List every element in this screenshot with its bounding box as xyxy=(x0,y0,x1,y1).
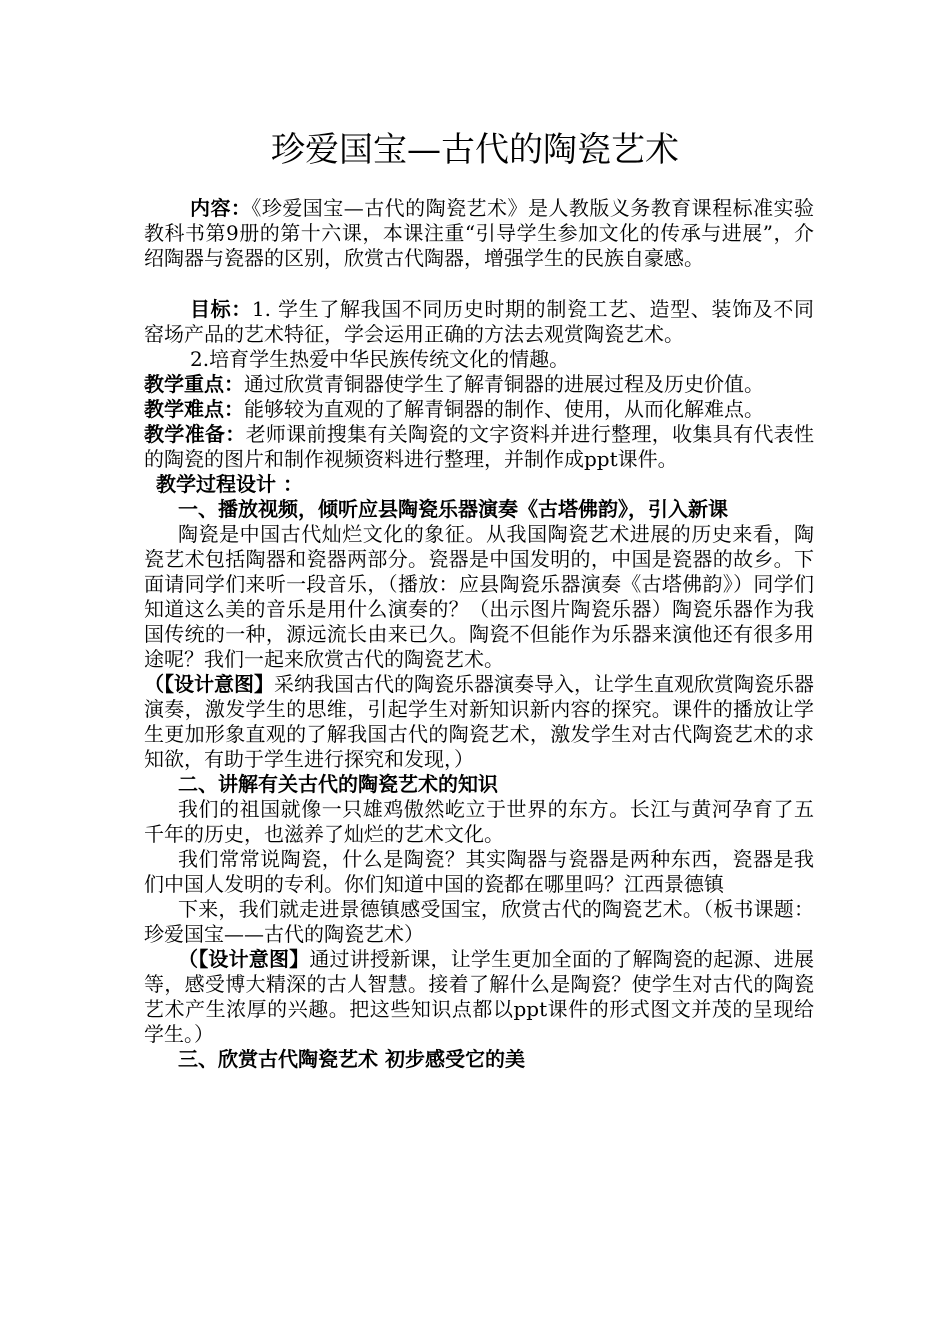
goals-label: 目标： xyxy=(190,297,252,321)
section-1-heading: 一、播放视频，倾听应县陶瓷乐器演奏《古塔佛韵》，引入新课 xyxy=(178,497,728,521)
document-body xyxy=(144,196,814,1072)
preparation-paragraph xyxy=(144,422,814,472)
difficulty-label: 教学难点： xyxy=(144,397,244,421)
section-1-paragraph: 陶瓷是中国古代灿烂文化的象征。从我国陶瓷艺术进展的历史来看，陶瓷艺术包括陶器和瓷器两部分。瓷器是中国发明的，中国是瓷器的故乡。下面请同学们来听一段音乐，（播放：应县陶瓷乐器演奏《古塔佛韵》）同学们知道这么美的音乐是用什么演奏的？（出示图片陶瓷乐器）陶瓷乐器作为我国传统的一种，源远流长由来已久。陶瓷不但能作为乐器来演他还有很多用途呢？我们一起来欣赏古代的陶瓷艺术。 xyxy=(144,522,814,671)
section-2-paragraph-3: 下来，我们就走进景德镇感受国宝，欣赏古代的陶瓷艺术。（板书课题：珍爱国宝——古代的陶瓷艺术） xyxy=(144,897,814,946)
key-point-label: 教学重点： xyxy=(144,372,244,396)
process-heading: 教学过程设计 ： xyxy=(156,472,303,496)
section-1-intent-label: （【设计意图】 xyxy=(144,672,274,696)
section-2-intent-label: （【设计意图】 xyxy=(178,947,310,971)
section-1-intent-text: 采纳我国古代的陶瓷乐器演奏导入，让学生直观欣赏陶瓷乐器演奏，激发学生的思维，引起学生对新知识新内容的探究。课件的播放让学生更加形象直观的了解我国古代的陶瓷艺术，激发学生对古代陶瓷艺术的求知欲，有助于学生进行探究和发现，） xyxy=(144,672,814,771)
difficulty-paragraph xyxy=(144,397,814,422)
section-2-heading: 二、讲解有关古代的陶瓷艺术的知识 xyxy=(178,772,498,796)
document-title: 珍爱国宝—古代的陶瓷艺术 xyxy=(271,130,679,170)
content-text: 《珍爱国宝—古代的陶瓷艺术》是人教版义务教育课程标准实验教科书第9册的第十六课，本课注重“引导学生参加文化的传承与进展”，介绍陶器与瓷器的区别，欣赏古代陶器，增强学生的民族自豪感。 xyxy=(144,196,815,270)
goals-paragraph xyxy=(144,297,814,347)
section-1-intent xyxy=(144,672,814,772)
content-label: 内容： xyxy=(190,196,252,220)
difficulty-text: 能够较为直观的了解青铜器的制作、使用，从而化解难点。 xyxy=(244,397,764,421)
section-2-intent-text: 通过讲授新课，让学生更加全面的了解陶瓷的起源、进展等，感受博大精深的古人智慧。接着了解什么是陶瓷？使学生对古代的陶瓷艺术产生浓厚的兴趣。把这些知识点都以ppt课件的形式图文并茂的呈现给学生。） xyxy=(144,947,815,1046)
key-point-paragraph xyxy=(144,372,814,397)
content-paragraph xyxy=(144,196,814,271)
goals-item-1: 1. 学生了解我国不同历史时期的制瓷工艺、造型、装饰及不同窑场产品的艺术特征，学会运用正确的方法去观赏陶瓷艺术。 xyxy=(144,297,814,346)
preparation-label: 教学准备： xyxy=(144,422,246,446)
preparation-text: 老师课前搜集有关陶瓷的文字资料并进行整理，收集具有代表性的陶瓷的图片和制作视频资料进行整理，并制作成ppt课件。 xyxy=(144,422,814,471)
goals-item-2: 2.培育学生热爱中华民族传统文化的情趣。 xyxy=(190,347,570,371)
key-point-text: 通过欣赏青铜器使学生了解青铜器的进展过程及历史价值。 xyxy=(244,372,764,396)
section-3-heading: 三、欣赏古代陶瓷艺术 初步感受它的美 xyxy=(178,1047,525,1071)
section-2-paragraph-1: 我们的祖国就像一只雄鸡傲然屹立于世界的东方。长江与黄河孕育了五千年的历史，也滋养了灿烂的艺术文化。 xyxy=(144,797,814,846)
section-2-paragraph-2: 我们常常说陶瓷，什么是陶瓷？其实陶器与瓷器是两种东西，瓷器是我们中国人发明的专利。你们知道中国的瓷都在哪里吗？江西景德镇 xyxy=(144,847,814,896)
spacer xyxy=(144,271,814,297)
section-2-intent xyxy=(144,947,814,1047)
